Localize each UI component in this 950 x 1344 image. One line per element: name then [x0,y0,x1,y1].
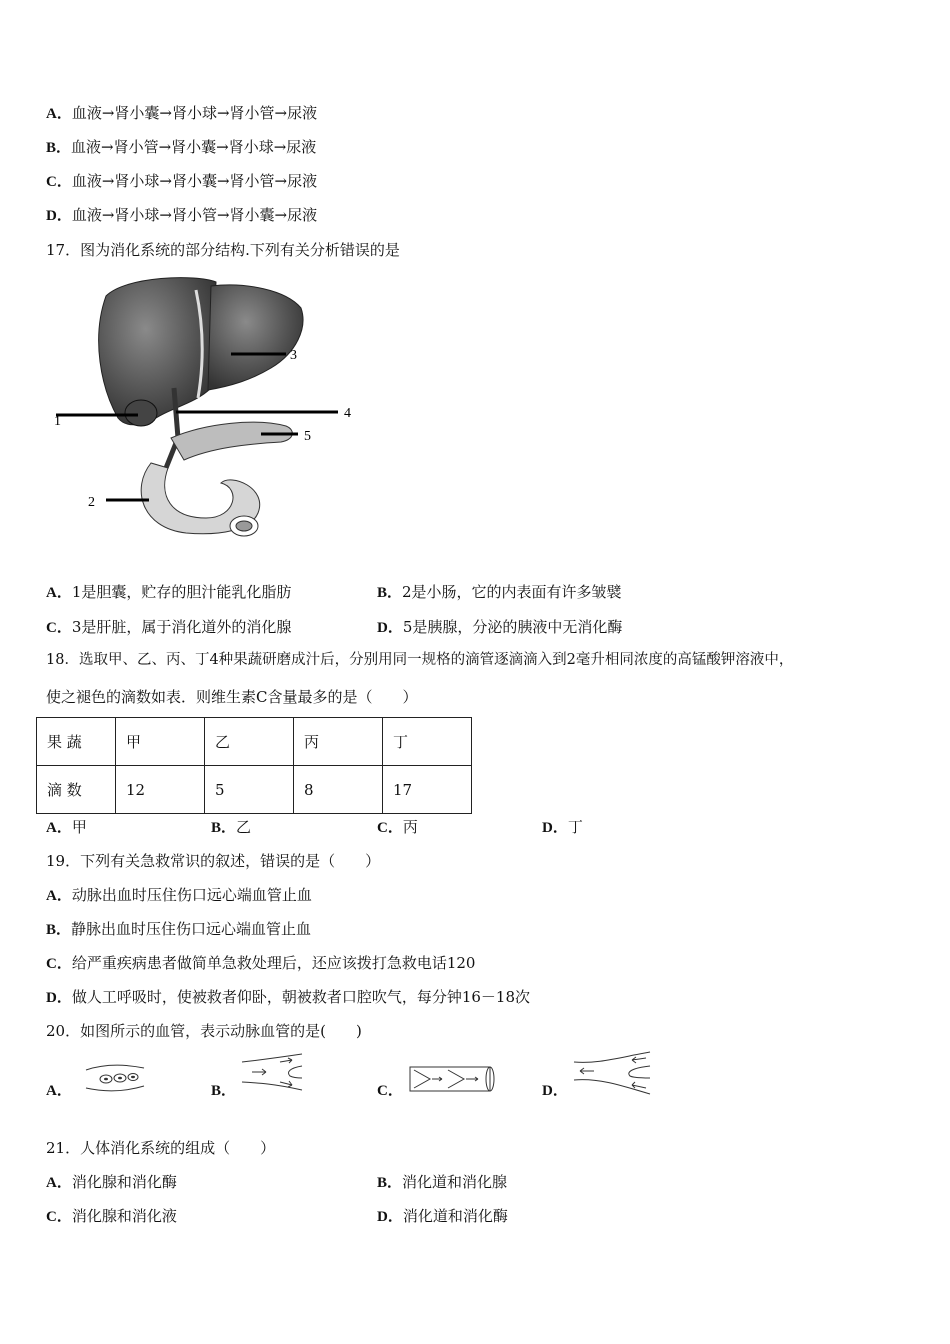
figure-label-2: 2 [88,495,95,510]
q20-option-a: A． [46,1083,72,1099]
gallbladder-shape [125,400,157,426]
q18-option-b: B．乙 [211,818,252,836]
pancreas-shape [171,422,292,460]
q21-option-c: C．消化腺和消化液 [46,1207,177,1225]
q16-option-a: A．血液→肾小囊→肾小球→肾小管→尿液 [46,104,318,122]
figure-label-5: 5 [304,429,311,444]
figure-label-1: 1 [54,414,61,429]
table-cell: 12 [116,766,205,814]
table-header-cell: 乙 [205,718,294,766]
q18-table [36,717,472,814]
q18-option-a: A．甲 [46,818,87,836]
vessel-image-a [84,1062,146,1094]
q19-option-a: A．动脉出血时压住伤口远心端血管止血 [46,886,312,904]
q18-option-c: C．丙 [377,818,418,836]
table-header-row [37,718,472,766]
q19-option-c: C．给严重疾病患者做简单急救处理后，还应该拨打急救电话120 [46,954,476,972]
q20-stem: 20．如图所示的血管，表示动脉血管的是( ) [46,1022,362,1040]
q17-stem: 17．图为消化系统的部分结构.下列有关分析错误的是 [46,241,400,259]
vessel-image-c [408,1064,496,1094]
table-header-cell: 果 蔬 [37,718,116,766]
q16-option-c: C．血液→肾小球→肾小囊→肾小管→尿液 [46,172,318,190]
table-cell: 17 [383,766,472,814]
q20-option-d: D． [542,1083,568,1099]
q19-stem: 19．下列有关急救常识的叙述，错误的是（ ） [46,852,381,870]
q18-stem-line1: 18．选取甲、乙、丙、丁4种果蔬研磨成汁后，分别用同一规格的滴管逐滴滴入到2毫升相同浓度的高锰酸钾溶液中， [46,652,794,668]
table-row [37,766,472,814]
q18-stem-line2: 使之褪色的滴数如表．则维生素C含量最多的是（ ） [46,688,418,706]
digestive-system-figure [46,268,376,558]
q21-option-d: D．消化道和消化酶 [377,1207,508,1225]
q21-option-b: B．消化道和消化腺 [377,1173,508,1191]
table-header-cell: 丁 [383,718,472,766]
q18-option-d: D．丁 [542,818,583,836]
figure-label-3: 3 [290,348,297,363]
q20-option-c: C． [377,1083,403,1099]
q20-option-b: B． [211,1083,237,1099]
q17-option-a: A．1是胆囊，贮存的胆汁能乳化脂肪 [46,583,292,601]
q21-option-a: A．消化腺和消化酶 [46,1173,177,1191]
table-header-cell: 丙 [294,718,383,766]
q16-option-b: B．血液→肾小管→肾小囊→肾小球→尿液 [46,138,317,156]
q17-option-c: C．3是肝脏，属于消化道外的消化腺 [46,618,292,636]
liver-right-lobe [208,285,303,390]
q16-option-d: D．血液→肾小球→肾小管→肾小囊→尿液 [46,206,318,224]
table-cell: 滴 数 [37,766,116,814]
q17-option-b: B．2是小肠，它的内表面有许多皱襞 [377,583,622,601]
table-cell: 8 [294,766,383,814]
vessel-image-b [240,1052,306,1092]
vessel-image-d [572,1050,652,1096]
q19-option-d: D．做人工呼吸时，使被救者仰卧，朝被救者口腔吹气，每分钟16－18次 [46,988,531,1006]
q21-stem: 21．人体消化系统的组成（ ） [46,1139,276,1157]
table-header-cell: 甲 [116,718,205,766]
q17-option-d: D．5是胰腺，分泌的胰液中无消化酶 [377,618,623,636]
q19-option-b: B．静脉出血时压住伤口远心端血管止血 [46,920,312,938]
figure-label-4: 4 [344,406,351,421]
table-cell: 5 [205,766,294,814]
